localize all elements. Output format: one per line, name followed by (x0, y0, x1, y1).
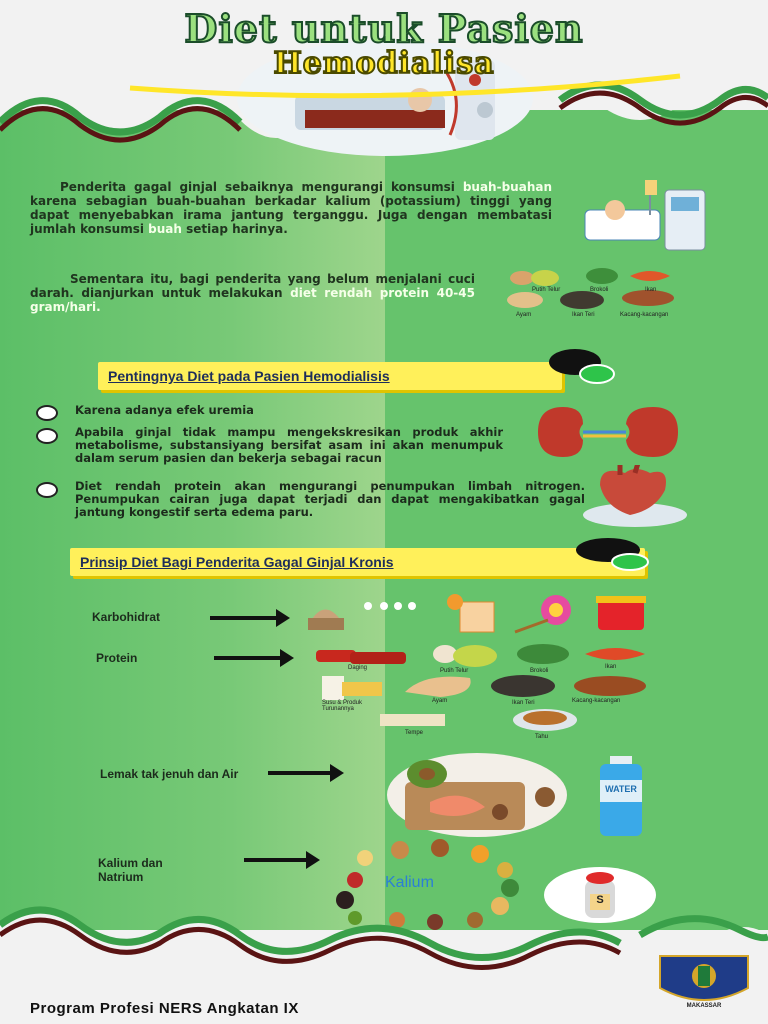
label-fat-water: Lemak tak jenuh dan Air (100, 767, 239, 781)
healthy-fats-illustration (385, 752, 570, 838)
section2-dot-decoration (570, 536, 655, 576)
section2-banner (70, 548, 645, 576)
salt-label: S (596, 894, 604, 906)
protein-label-meat: Daging (348, 665, 368, 671)
intro-text-d: Sementara itu, bagi penderita yang belum menjalani cuci darah. dianjurkan untuk melakukan (30, 272, 475, 300)
protein-label-tempeh: Tempe (405, 730, 424, 736)
small-label-egg: Putih Telur (532, 287, 561, 293)
kidney-illustration (528, 402, 688, 462)
bullet-2-text: Apabila ginjal tidak mampu mengekskresikan produk akhir metabolisme, substansiyang bersifat asam ini akan menumpuk dalam serum pasien dan bekerja sebagai racun (75, 425, 503, 465)
protein-label-egg: Putih Telur (440, 668, 469, 674)
section2-heading: Prinsip Diet Bagi Penderita Gagal Ginjal Kronis (80, 554, 394, 570)
potassium-label: Kalium (385, 874, 434, 891)
label-potassium-sodium: Kalium dan Natrium (98, 856, 163, 884)
protein-label-broccoli: Brokoli (530, 668, 549, 674)
dialysis-machine-illustration (575, 175, 715, 255)
highlight-fruits: buah-buahan (462, 180, 552, 194)
intro-text-c: setiap harinya. (186, 222, 288, 236)
protein-label-tofu: Tahu (535, 734, 549, 740)
bottom-wave-decoration (0, 895, 768, 1005)
intro-paragraph-1 (30, 180, 552, 236)
protein-label-nuts: Kacang-kacangan (572, 698, 621, 704)
page-title: Diet untuk Pasien (184, 6, 584, 51)
protein-label-anchovy: Ikan Teri (512, 700, 535, 706)
section1-banner (98, 362, 562, 390)
footer-text: Program Profesi NERS Angkatan IX (30, 1000, 299, 1017)
bullet-1-icon (36, 405, 58, 421)
bullet-2-icon (36, 428, 58, 444)
arrow-fat-water-icon (268, 771, 334, 775)
protein-label-chicken: Ayam (432, 698, 448, 704)
protein-label-milk: Susu & Produk Turunannya (322, 700, 363, 712)
small-label-broccoli: Brokoli (590, 287, 609, 293)
intro-text-b: karena sebagian buah-buahan berkadar kalium (potassium) tinggi yang dapat menyebabkan irama jantung terganggu. Juga dengan membatasi jumlah konsumsi (30, 194, 552, 236)
label-protein: Protein (96, 651, 138, 665)
protein-foods (310, 642, 655, 737)
water-bottle-icon (596, 756, 646, 838)
intro-text-a: Penderita gagal ginjal sebaiknya mengurangi konsumsi (60, 180, 455, 194)
section1-heading: Pentingnya Diet pada Pasien Hemodialisis (108, 368, 390, 384)
bullet-1-text: Karena adanya efek uremia (75, 403, 254, 417)
highlight-fruit: buah (148, 222, 182, 236)
small-label-chicken: Ayam (516, 312, 532, 318)
highlight-low-protein: diet rendah protein 40-45 gram/hari. (30, 286, 475, 314)
intro-paragraph-2 (30, 272, 475, 314)
carbohydrate-foods (300, 592, 650, 636)
arrow-protein-icon (214, 656, 284, 660)
small-label-nuts: Kacang-kacangan (620, 312, 669, 318)
bullet-3-text: Diet rendah protein akan mengurangi penumpukan limbah nitrogen. Penumpukan cairan juga dapat terjadi dan dapat mengakibatkan gagal jantung kongestif serta edema paru. (75, 479, 585, 519)
arrow-potassium-sodium-icon (244, 858, 310, 862)
arrow-carbohydrate-icon (210, 616, 280, 620)
protein-label-fish: Ikan (605, 664, 617, 670)
heart-illustration (580, 465, 690, 530)
small-label-anchovy: Ikan Teri (572, 312, 595, 318)
label-carbohydrate: Karbohidrat (92, 610, 161, 624)
logo-text: MAKASSAR (686, 1003, 722, 1009)
bullet-3-icon (36, 482, 58, 498)
page-subtitle: Hemodialisa (273, 46, 495, 81)
section1-dot-decoration (545, 346, 620, 392)
small-label-fish: Ikan (645, 287, 657, 293)
water-label: WATER (605, 784, 637, 794)
